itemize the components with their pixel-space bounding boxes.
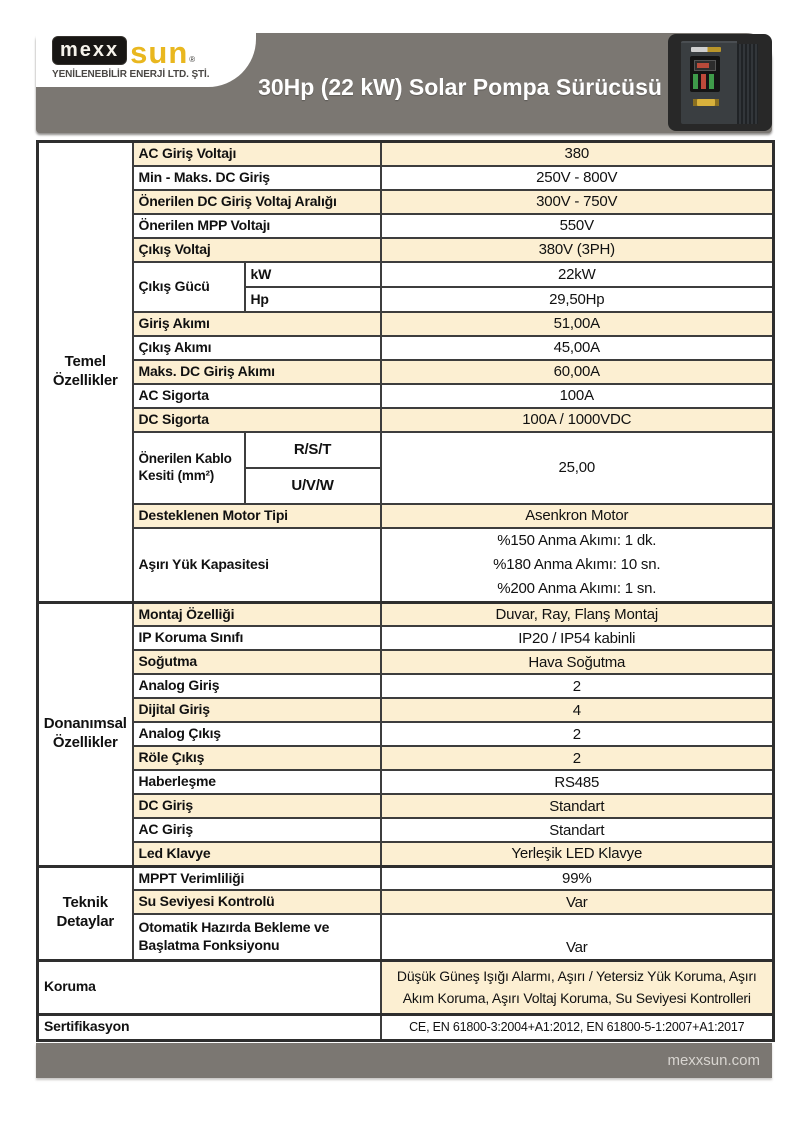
row-value: Standart (381, 818, 774, 842)
row-label: Çıkış Voltaj (133, 238, 381, 262)
row-label: MPPT Verimliliği (133, 866, 381, 890)
table-row (38, 384, 774, 408)
row-value: Standart (381, 794, 774, 818)
row-value: Asenkron Motor (381, 504, 774, 528)
table-row (38, 770, 774, 794)
table-row (38, 818, 774, 842)
row-value: IP20 / IP54 kabinli (381, 626, 774, 650)
page-title: 30Hp (22 kW) Solar Pompa Sürücüsü (258, 74, 662, 100)
table-row (38, 674, 774, 698)
row-value-koruma: Düşük Güneş Işığı Alarmı, Aşırı / Yetersiz Yük Koruma, Aşırı Akım Koruma, Aşırı Voltaj Koruma, Su Seviyesi Kontrolleri (381, 960, 774, 1014)
row-value: Hava Soğutma (381, 650, 774, 674)
table-row (38, 336, 774, 360)
row-label: Desteklenen Motor Tipi (133, 504, 381, 528)
row-label: Dijital Giriş (133, 698, 381, 722)
row-label: Montaj Özelliği (133, 602, 381, 626)
table-row (38, 360, 774, 384)
registered-trademark-icon: ® (189, 55, 196, 64)
table-row (38, 626, 774, 650)
row-value: Var (381, 914, 774, 960)
row-value-overload (381, 528, 774, 603)
table-row (38, 1014, 774, 1040)
table-row (38, 746, 774, 770)
overload-line-3: %200 Anma Akımı: 1 sn. (497, 579, 657, 597)
table-row (38, 432, 774, 468)
table-row (38, 408, 774, 432)
row-value: 2 (381, 674, 774, 698)
sub-label-hp: Hp (245, 287, 381, 312)
row-value: 29,50Hp (381, 287, 774, 312)
table-row (38, 262, 774, 287)
row-value: Var (381, 890, 774, 914)
row-label: Giriş Akımı (133, 312, 381, 336)
footer-bar (36, 1043, 772, 1078)
logo-mexx: mexx (52, 36, 127, 65)
table-row (38, 842, 774, 866)
row-label-koruma: Koruma (38, 960, 381, 1014)
row-label: Analog Giriş (133, 674, 381, 698)
row-label: DC Giriş (133, 794, 381, 818)
row-value: 22kW (381, 262, 774, 287)
row-value: 550V (381, 214, 774, 238)
row-value: 100A / 1000VDC (381, 408, 774, 432)
row-value: 380 (381, 142, 774, 166)
row-value: 380V (3PH) (381, 238, 774, 262)
row-label: DC Sigorta (133, 408, 381, 432)
row-value-sertifikasyon: CE, EN 61800-3:2004+A1:2012, EN 61800-5-1:2007+A1:2017 (381, 1014, 774, 1040)
inverter-warning-label (693, 99, 719, 106)
row-value: 99% (381, 866, 774, 890)
overload-line-2: %180 Anma Akımı: 10 sn. (493, 555, 661, 573)
row-label: Led Klavye (133, 842, 381, 866)
table-row (38, 190, 774, 214)
row-label: Röle Çıkış (133, 746, 381, 770)
table-row (38, 866, 774, 890)
table-row (38, 166, 774, 190)
table-row (38, 722, 774, 746)
section-teknik-detaylar: Teknik Detaylar (38, 866, 133, 960)
row-label: IP Koruma Sınıfı (133, 626, 381, 650)
table-row (38, 602, 774, 626)
table-row (38, 504, 774, 528)
row-label: Maks. DC Giriş Akımı (133, 360, 381, 384)
row-value: 2 (381, 722, 774, 746)
sub-label-kw: kW (245, 262, 381, 287)
row-label: AC Giriş (133, 818, 381, 842)
row-label: Su Seviyesi Kontrolü (133, 890, 381, 914)
row-value: 60,00A (381, 360, 774, 384)
row-value: Duvar, Ray, Flanş Montaj (381, 602, 774, 626)
row-label: AC Giriş Voltajı (133, 142, 381, 166)
sub-label-rst: R/S/T (245, 432, 381, 468)
row-label: AC Sigorta (133, 384, 381, 408)
row-label-cikis-gucu: Çıkış Gücü (133, 262, 245, 312)
inverter-brand-strip (691, 47, 721, 52)
table-row (38, 214, 774, 238)
table-row (38, 960, 774, 1014)
brand-logo (52, 36, 209, 80)
table-row (38, 528, 774, 603)
overload-line-1: %150 Anma Akımı: 1 dk. (497, 531, 657, 549)
table-row (38, 312, 774, 336)
sub-label-uvw: U/V/W (245, 468, 381, 504)
section-donanimsal-ozellikler: Donanımsal Özellikler (38, 602, 133, 866)
row-label: Otomatik Hazırda Bekleme ve Başlatma Fonksiyonu (133, 914, 381, 960)
inverter-front-panel (681, 41, 737, 124)
row-label: Çıkış Akımı (133, 336, 381, 360)
row-label: Önerilen MPP Voltajı (133, 214, 381, 238)
inverter-display (694, 60, 716, 71)
row-value: 51,00A (381, 312, 774, 336)
row-label: Haberleşme (133, 770, 381, 794)
row-value: 250V - 800V (381, 166, 774, 190)
table-row (38, 142, 774, 166)
row-value: RS485 (381, 770, 774, 794)
table-row (38, 794, 774, 818)
inverter-buttons (693, 74, 717, 89)
footer-website-link[interactable]: mexxsun.com (667, 1052, 760, 1069)
table-row (38, 890, 774, 914)
inverter-keypad (690, 56, 720, 92)
spec-table (36, 140, 775, 1042)
row-label: Aşırı Yük Kapasitesi (133, 528, 381, 603)
row-label: Min - Maks. DC Giriş (133, 166, 381, 190)
table-row (38, 238, 774, 262)
row-label: Önerilen DC Giriş Voltaj Aralığı (133, 190, 381, 214)
row-value: 4 (381, 698, 774, 722)
logo-sun: sun (130, 35, 189, 70)
brand-tagline: YENİLENEBİLİR ENERJİ LTD. ŞTİ. (52, 69, 210, 80)
table-row (38, 698, 774, 722)
row-value: 100A (381, 384, 774, 408)
section-temel-ozellikler: Temel Özellikler (38, 142, 133, 603)
row-label-kablo-kesiti: Önerilen Kablo Kesiti (mm²) (133, 432, 245, 504)
row-label: Soğutma (133, 650, 381, 674)
table-row (38, 650, 774, 674)
row-value: 25,00 (381, 432, 774, 504)
row-value: 300V - 750V (381, 190, 774, 214)
product-image (668, 34, 772, 131)
table-row (38, 914, 774, 960)
row-value: 45,00A (381, 336, 774, 360)
row-label: Analog Çıkış (133, 722, 381, 746)
row-value: 2 (381, 746, 774, 770)
row-value: Yerleşik LED Klavye (381, 842, 774, 866)
inverter-heatsink (737, 44, 758, 124)
row-label-sertifikasyon: Sertifikasyon (38, 1014, 381, 1040)
